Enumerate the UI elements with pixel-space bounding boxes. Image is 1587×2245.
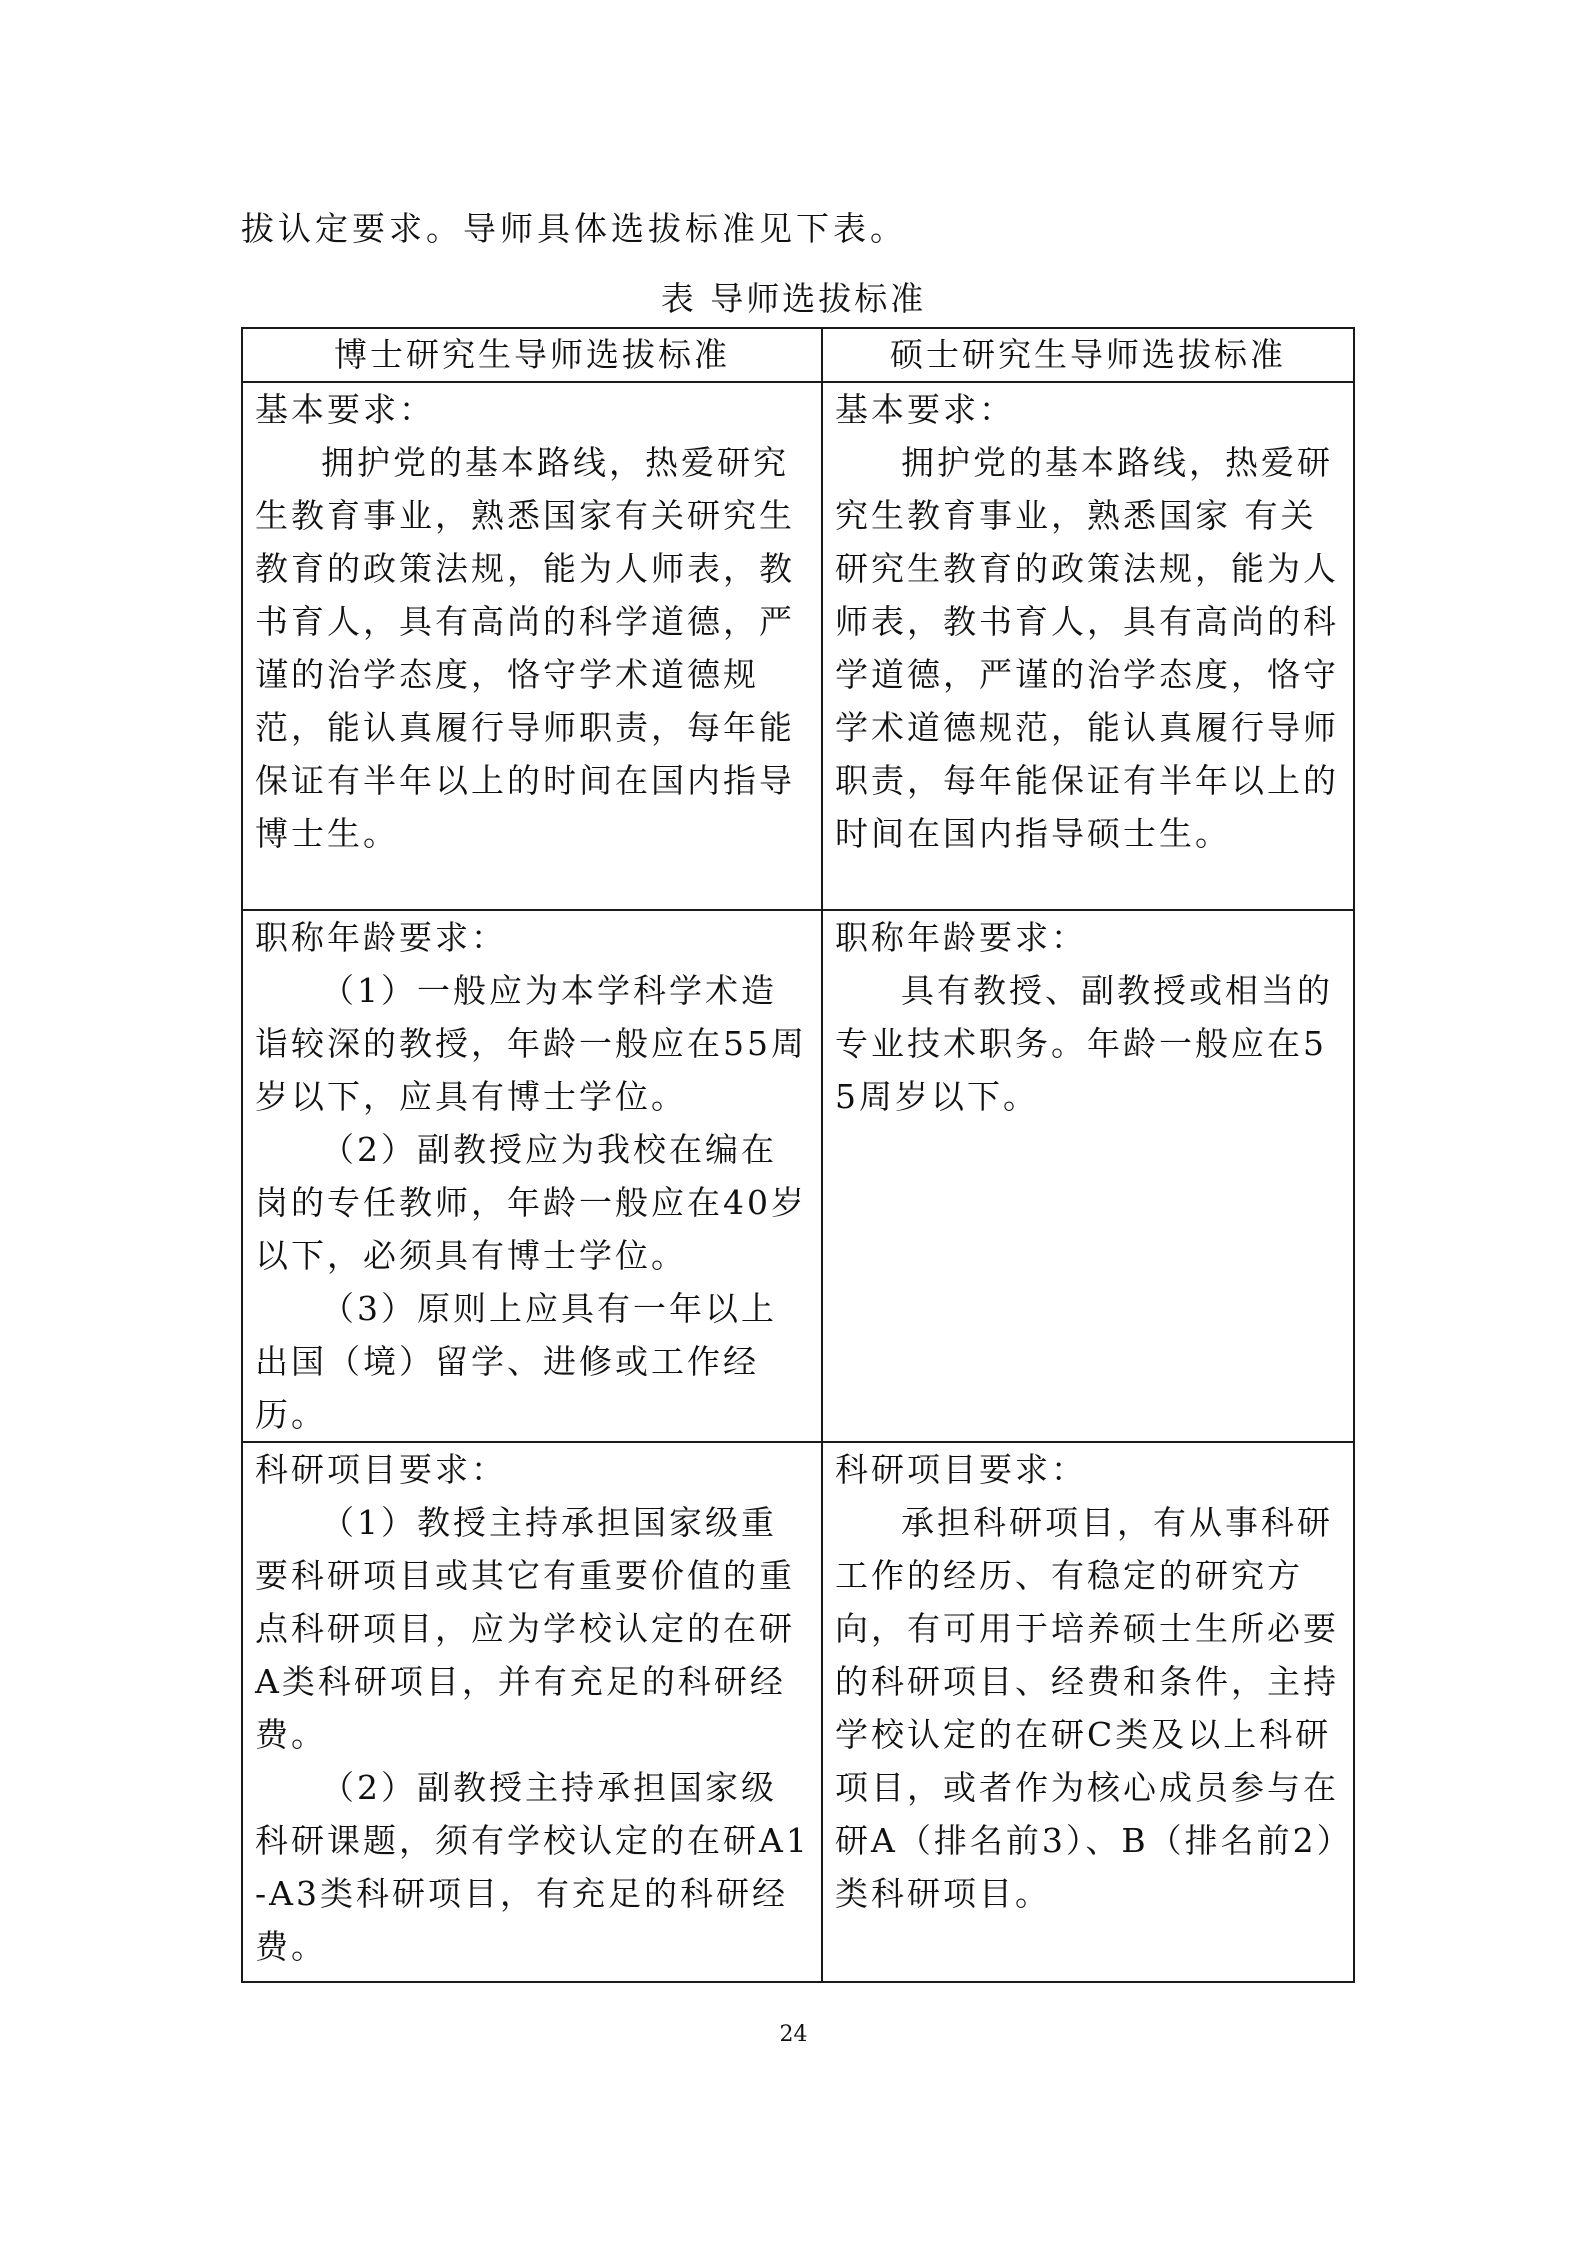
section-title: 科研项目要求： [255, 1450, 507, 1489]
doctoral-basic-requirements-cell [242, 382, 822, 910]
section-title: 基本要求： [255, 390, 435, 429]
section-title: 职称年龄要求： [255, 918, 507, 957]
table-caption: 表 导师选拔标准 [660, 279, 927, 318]
master-research-projects-cell [822, 1442, 1354, 1982]
table-row [242, 1442, 1354, 1982]
doctoral-column-header: 博士研究生导师选拔标准 [242, 328, 822, 382]
selection-standards-table [241, 327, 1355, 1983]
requirement-paragraph: 拥护党的基本路线，热爱研究生教育事业，熟悉国家 有关研究生教育的政策法规，能为人师表，教书育人，具有高尚的科学道德，严谨的治学态度，恪守学术道德规范，能认真履行导师职责，每年能保证有半年以上的时间在国内指导硕士生。 [835, 443, 1339, 853]
table-row [242, 382, 1354, 910]
section-title: 职称年龄要求： [835, 918, 1087, 957]
requirement-paragraph: （2）副教授主持承担国家级科研课题，须有学校认定的在研A1-A3类科研项目，有充足的科研经费。 [255, 1768, 810, 1966]
table-header-row [242, 328, 1354, 382]
master-column-header: 硕士研究生导师选拔标准 [822, 328, 1354, 382]
master-basic-requirements-cell [822, 382, 1354, 910]
requirement-paragraph: （1）教授主持承担国家级重要科研项目或其它有重要价值的重点科研项目，应为学校认定的在研A类科研项目，并有充足的科研经费。 [255, 1503, 795, 1754]
table-row [242, 910, 1354, 1442]
requirement-paragraph: 具有教授、副教授或相当的专业技术职务。年龄一般应在55周岁以下。 [835, 971, 1333, 1116]
page-number: 24 [779, 2022, 808, 2047]
requirement-paragraph: 承担科研项目，有从事科研工作的经历、有稳定的研究方向，有可用于培养硕士生所必要的科研项目、经费和条件，主持学校认定的在研C类及以上科研项目，或者作为核心成员参与在研A（排名前3）、B（排名前2）类科研项目。 [835, 1503, 1339, 1913]
requirement-paragraph: （2）副教授应为我校在编在岗的专任教师，年龄一般应在40岁以下，必须具有博士学位。 [255, 1130, 807, 1275]
master-title-age-cell [822, 910, 1354, 1442]
requirement-paragraph: （1）一般应为本学科学术造诣较深的教授，年龄一般应在55周岁以下，应具有博士学位。 [255, 971, 807, 1116]
requirement-paragraph: 拥护党的基本路线，热爱研究生教育事业，熟悉国家有关研究生教育的政策法规，能为人师表，教书育人，具有高尚的科学道德，严谨的治学态度，恪守学术道德规范，能认真履行导师职责，每年能保证有半年以上的时间在国内指导博士生。 [255, 443, 795, 853]
intro-text: 拔认定要求。导师具体选拔标准见下表。 [241, 209, 907, 248]
section-title: 基本要求： [835, 390, 1015, 429]
section-title: 科研项目要求： [835, 1450, 1087, 1489]
doctoral-research-projects-cell [242, 1442, 822, 1982]
requirement-paragraph: （3）原则上应具有一年以上出国（境）留学、进修或工作经历。 [255, 1289, 777, 1434]
doctoral-title-age-cell [242, 910, 822, 1442]
